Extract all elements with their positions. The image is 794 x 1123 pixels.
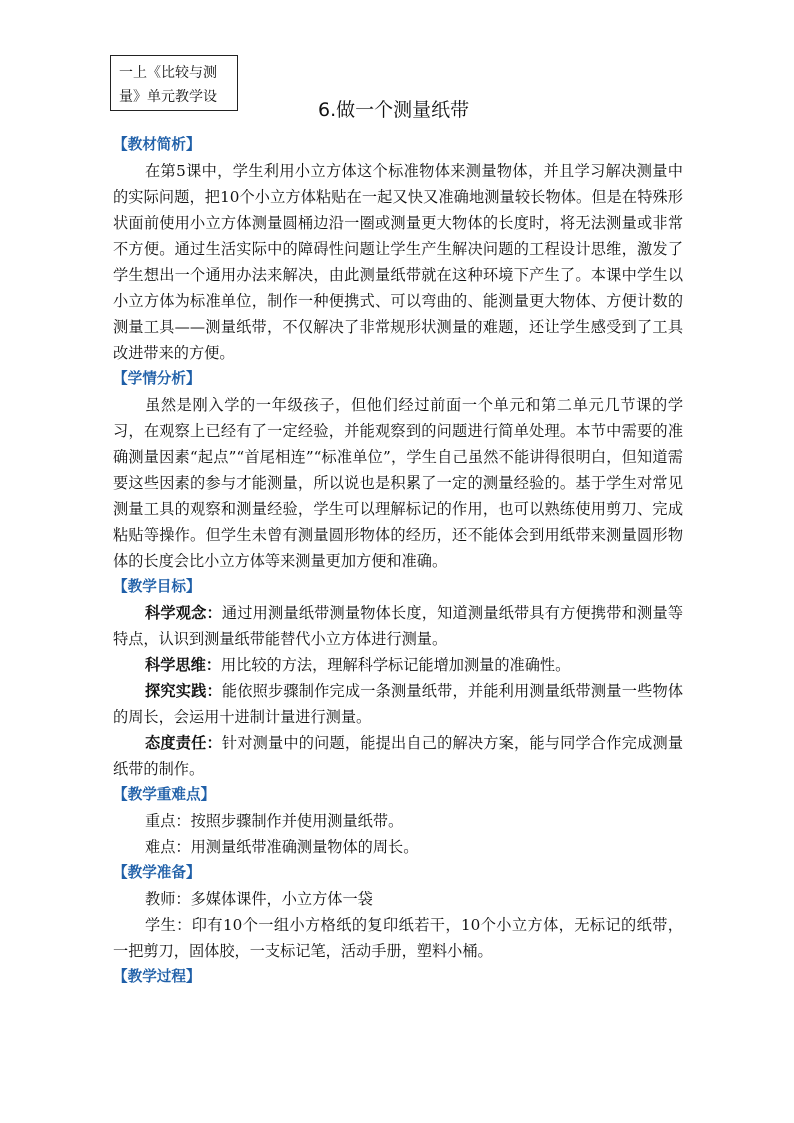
section-heading-textbook-analysis: 【教材简析】: [113, 136, 201, 153]
goal-label: 科学思维：: [145, 656, 221, 674]
goal-science-concept: [113, 600, 683, 652]
section-heading-key-points: 【教学重难点】: [113, 786, 216, 803]
section-heading-teaching-process: 【教学过程】: [113, 968, 201, 985]
unit-label-line-2: 量》单元教学设: [119, 89, 217, 105]
goal-inquiry-practice: [113, 678, 683, 730]
difficulty-paragraph: 难点：用测量纸带准确测量物体的周长。: [145, 838, 419, 856]
goal-science-thinking: [113, 652, 683, 678]
textbook-analysis-paragraph: 在第5课中，学生利用小立方体这个标准物体来测量物体，并且学习解决测量中的实际问题，把10个小立方体粘贴在一起又快又准确地测量较长物体。但是在特殊形状面前使用小立方体测量圆桶边沿一圈或测量更大物体的长度时，将无法测量或非常不方便。通过生活实际中的障碍性问题让学生产生解决问题的工程设计思维，激发了学生想出一个通用办法来解决，由此测量纸带就在这种环境下产生了。本课中学生以小立方体为标准单位，制作一种便携式、可以弯曲的、能测量更大物体、方便计数的测量工具——测量纸带，不仅解决了非常规形状测量的难题，还让学生感受到了工具改进带来的方便。: [113, 162, 683, 362]
goal-label: 探究实践：: [145, 682, 222, 700]
goal-text: 通过用测量纸带测量物体长度，知道测量纸带具有方便携带和测量等特点，认识到测量纸带能替代小立方体进行测量。: [113, 604, 684, 648]
section-heading-teaching-goals: 【教学目标】: [113, 578, 201, 595]
goal-label: 科学观念：: [145, 604, 222, 622]
goal-attitude-responsibility: [113, 730, 683, 782]
key-point-paragraph: 重点：按照步骤制作并使用测量纸带。: [145, 812, 404, 830]
teacher-preparation-paragraph: 教师：多媒体课件，小立方体一袋: [145, 890, 373, 908]
section-heading-learner-analysis: 【学情分析】: [113, 370, 201, 387]
student-preparation-paragraph: 学生：印有10个一组小方格纸的复印纸若干，10个小立方体，无标记的纸带，一把剪刀，固体胶，一支标记笔，活动手册，塑料小桶。: [113, 916, 683, 960]
section-heading-preparation: 【教学准备】: [113, 864, 201, 881]
unit-label-line-1: 一上《比较与测: [119, 65, 217, 81]
goal-text: 能依照步骤制作完成一条测量纸带，并能利用测量纸带测量一些物体的周长，会运用十进制计量进行测量。: [113, 682, 684, 726]
learner-analysis-paragraph: 虽然是刚入学的一年级孩子，但他们经过前面一个单元和第二单元几节课的学习，在观察上已经有了一定经验，并能观察到的问题进行简单处理。本节中需要的准确测量因素“起点”“首尾相连”“标准单位”，学生自己虽然不能讲得很明白，但知道需要这些因素的参与才能测量，所以说也是积累了一定的测量经验的。基于学生对常见测量工具的观察和测量经验，学生可以理解标记的作用，也可以熟练使用剪刀、完成粘贴等操作。但学生未曾有测量圆形物体的经历，还不能体会到用纸带来测量圆形物体的长度会比小立方体等来测量更加方便和准确。: [113, 396, 683, 570]
goal-text: 针对测量中的问题，能提出自己的解决方案，能与同学合作完成测量纸带的制作。: [113, 734, 684, 778]
unit-label-box: [110, 55, 238, 111]
lesson-title: 6.做一个测量纸带: [318, 99, 470, 121]
goal-label: 态度责任：: [145, 734, 222, 752]
goal-text: 用比较的方法，理解科学标记能增加测量的准确性。: [220, 656, 571, 674]
document-body: [113, 132, 683, 990]
